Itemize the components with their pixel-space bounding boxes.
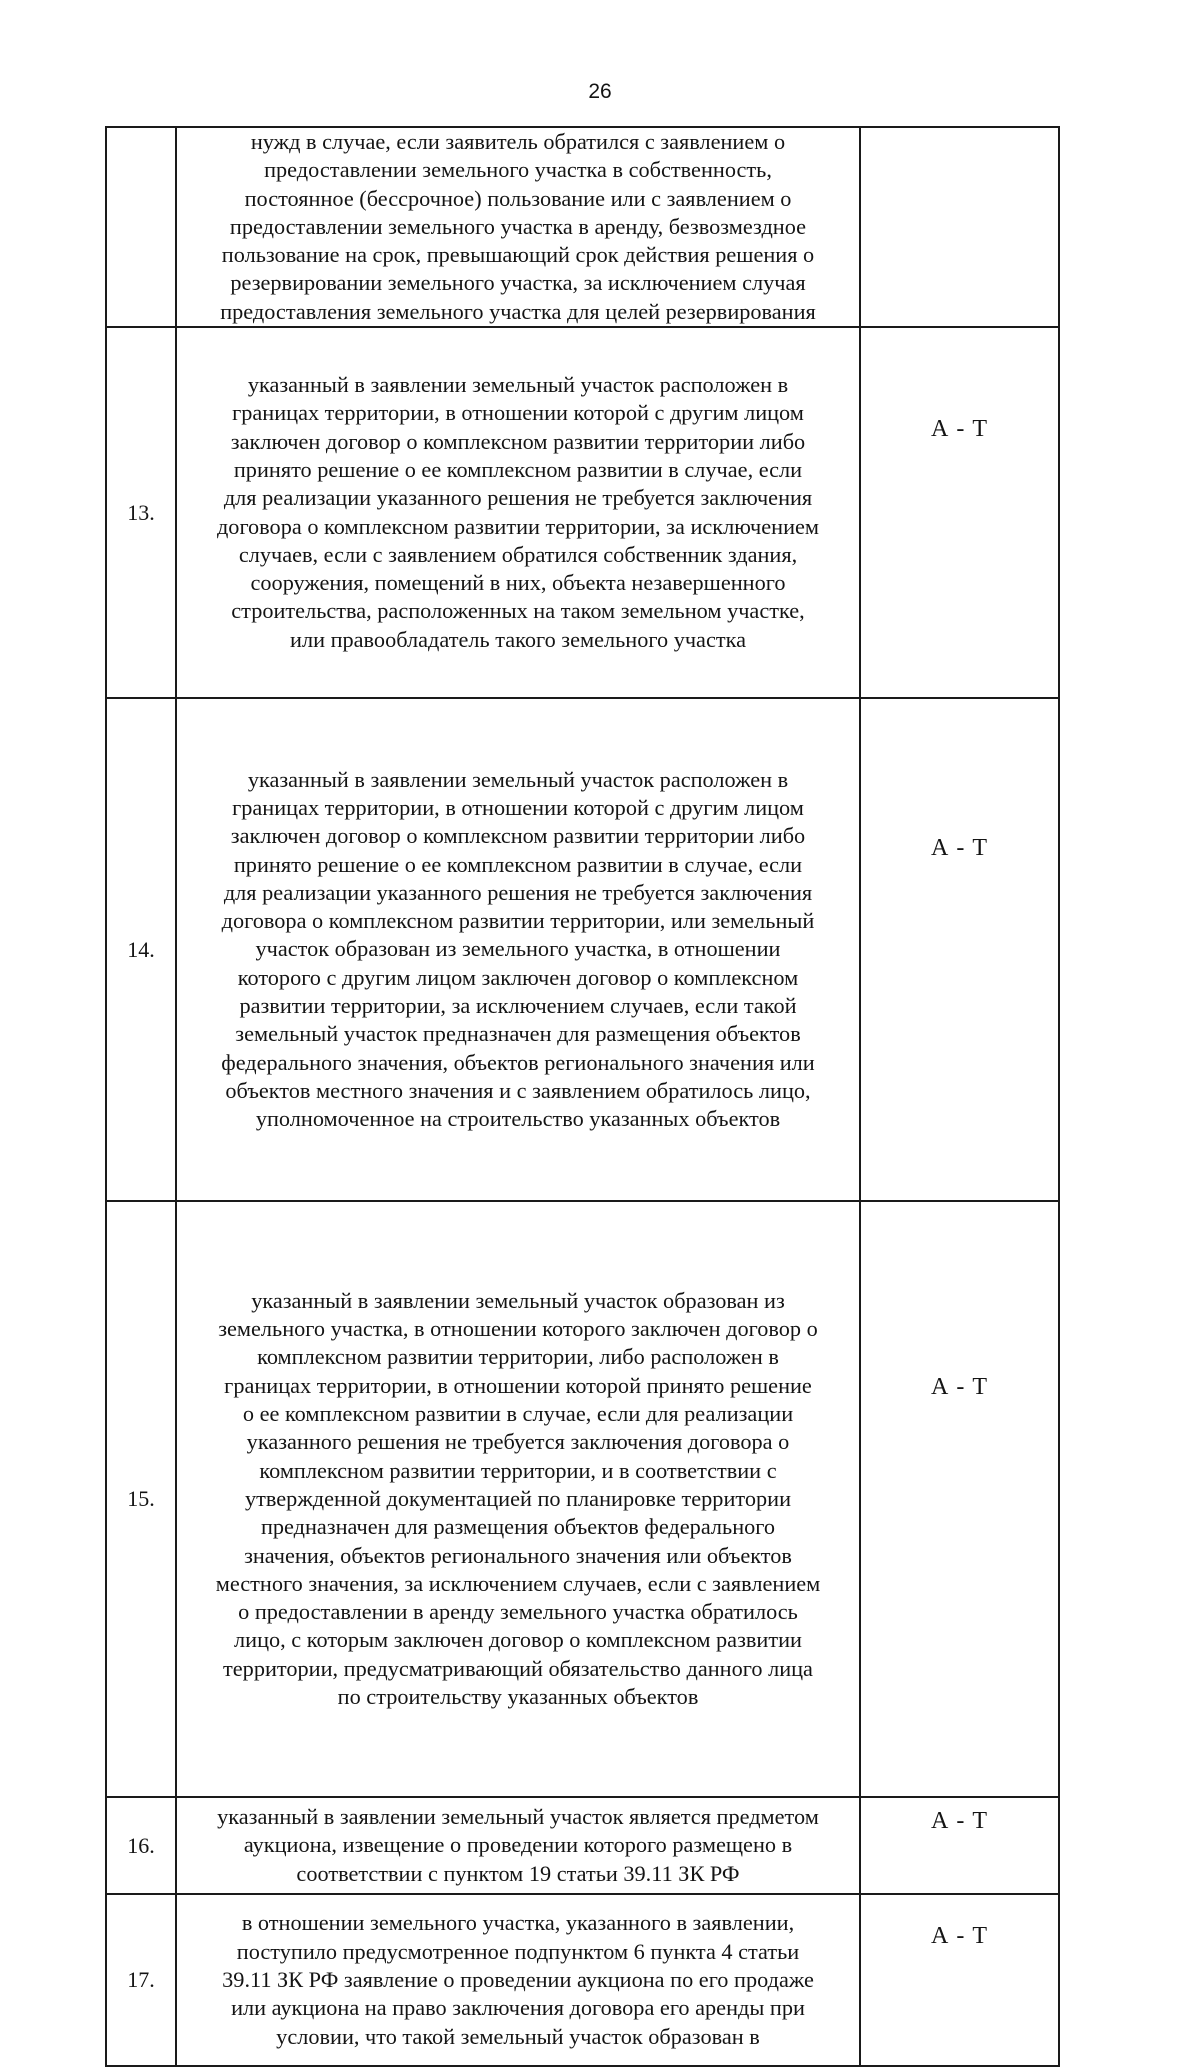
text-line: постоянное (бессрочное) пользование или с заявлением о [244, 185, 792, 211]
text-line: лицо, с которым заключен договор о комплексном развитии [234, 1627, 802, 1653]
text-line: принято решение о ее комплексном развитии в случае, если [233, 456, 803, 482]
text-line: указанный в заявлении земельный участок расположен в [247, 766, 789, 792]
text-line: участок образован из земельного участка, в отношении [255, 936, 781, 962]
row-code: А - Т [860, 698, 1059, 1201]
table-row [106, 327, 1059, 698]
text-line: комплексном развитии территории, и в соответствии с [259, 1457, 777, 1483]
row-text [176, 698, 860, 1201]
text-line: предназначен для размещения объектов федерального [260, 1514, 776, 1540]
text-line: поступило предусмотренное подпунктом 6 пункта 4 статьи [236, 1938, 800, 1964]
text-line: нужд в случае, если заявитель обратился с заявлением о [250, 129, 786, 154]
text-line: утвержденной документацией по планировке территории [244, 1485, 791, 1511]
text-line: уполномоченное на строительство указанных объектов [255, 1106, 781, 1132]
text-line: по строительству указанных объектов [337, 1684, 699, 1709]
text-line: принято решение о ее комплексном развитии в случае, если [233, 851, 803, 877]
text-line: земельного участка, в отношении которого заключен договор о [218, 1316, 818, 1342]
text-line: заключен договор о комплексном развитии территории либо [230, 823, 806, 849]
text-line: сооружения, помещений в них, объекта незавершенного [250, 570, 786, 596]
row-text [176, 327, 860, 698]
text-line: комплексном развитии территории, либо расположен в [257, 1344, 779, 1370]
text-line: развитии территории, за исключением случаев, если такой [239, 993, 797, 1019]
text-line: пользование на срок, превышающий срок действия решения о [221, 242, 815, 268]
row-number: 15. [106, 1201, 176, 1797]
text-line: указанный в заявлении земельный участок образован из [251, 1287, 785, 1313]
text-line: или правообладатель такого земельного участка [290, 626, 746, 652]
text-line: случаев, если с заявлением обратился собственник здания, [238, 541, 798, 567]
text-line: указанного решения не требуется заключения договора о [246, 1429, 790, 1455]
text-line: объектов местного значения и с заявлением обратилось лицо, [225, 1077, 811, 1103]
table-row [106, 127, 1059, 327]
row-number: 13. [106, 327, 176, 698]
text-line: указанный в заявлении земельный участок расположен в [247, 372, 789, 398]
row-code: А - Т [860, 327, 1059, 698]
text-line: предоставления земельного участка для целей резервирования [220, 298, 816, 324]
text-line: которого с другим лицом заключен договор о комплексном [237, 964, 799, 990]
text-line: земельный участок предназначен для размещения объектов [235, 1021, 801, 1047]
row-text [176, 1797, 860, 1894]
text-line: договора о комплексном развитии территории, за исключением [216, 513, 820, 539]
table-row [106, 698, 1059, 1201]
text-line: о предоставлении в аренду земельного участка обратилось [238, 1599, 798, 1625]
text-line: в отношении земельного участка, указанного в заявлении, [241, 1910, 795, 1936]
grounds-table [105, 126, 1060, 2067]
text-line: федерального значения, объектов регионального значения или [221, 1049, 815, 1075]
text-line: предоставлении земельного участка в собственность, [264, 157, 772, 183]
text-line: для реализации указанного решения не требуется заключения [223, 879, 813, 905]
text-line: границах территории, в отношении которой принято решение [224, 1372, 812, 1398]
text-line: или аукциона на право заключения договора его аренды при [231, 1995, 805, 2021]
text-line: соответствии с пунктом 19 статьи 39.11 ЗК РФ [296, 1860, 740, 1886]
table-row [106, 1894, 1059, 2066]
table-row [106, 1201, 1059, 1797]
text-line: договора о комплексном развитии территории, или земельный [221, 908, 815, 934]
text-line: для реализации указанного решения не требуется заключения [223, 485, 813, 511]
text-line: местного значения, за исключением случаев, если с заявлением [215, 1570, 821, 1596]
text-line: предоставлении земельного участка в аренду, безвозмездное [229, 213, 807, 239]
table-row [106, 1797, 1059, 1894]
text-line: аукциона, извещение о проведении которого размещено в [243, 1832, 793, 1858]
text-line: заключен договор о комплексном развитии территории либо [230, 428, 806, 454]
text-line: границах территории, в отношении которой с другим лицом [232, 794, 804, 820]
page-number: 26 [588, 80, 612, 103]
row-text [176, 1201, 860, 1797]
text-line: условии, что такой земельный участок образован в [276, 2023, 760, 2049]
text-line: границах территории, в отношении которой с другим лицом [232, 400, 804, 426]
row-number: 17. [106, 1894, 176, 2066]
text-line: указанный в заявлении земельный участок является предметом [217, 1804, 819, 1830]
text-line: территории, предусматривающий обязательство данного лица [223, 1655, 813, 1681]
row-code [860, 127, 1059, 327]
text-line: строительства, расположенных на таком земельном участке, [231, 598, 805, 624]
row-text [176, 127, 860, 327]
row-code: А - Т [860, 1894, 1059, 2066]
row-code: А - Т [860, 1201, 1059, 1797]
row-number: 16. [106, 1797, 176, 1894]
text-line: о ее комплексном развитии в случае, если для реализации [242, 1401, 794, 1427]
text-line: значения, объектов регионального значения или объектов [244, 1542, 792, 1568]
row-code: А - Т [860, 1797, 1059, 1894]
row-number: 14. [106, 698, 176, 1201]
row-number [106, 127, 176, 327]
text-line: резервировании земельного участка, за исключением случая [230, 270, 806, 296]
row-text [176, 1894, 860, 2066]
text-line: 39.11 ЗК РФ заявление о проведении аукциона по его продаже [222, 1966, 814, 1992]
